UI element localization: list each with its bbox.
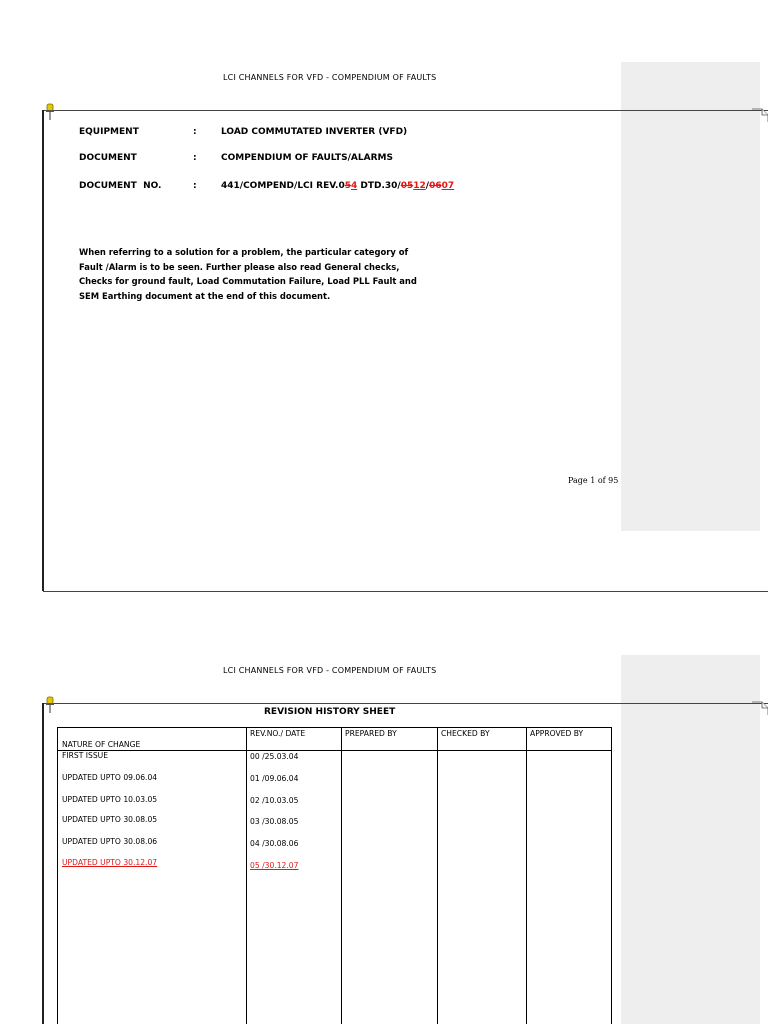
table-col-border <box>341 727 342 1024</box>
doc-no-year-old: 06 <box>429 181 442 191</box>
table-col-border <box>246 727 247 1024</box>
doc-no-year-new: 07 <box>441 181 455 191</box>
table-row-rev: 00 /25.03.04 <box>250 752 299 761</box>
col-header-prepared: PREPARED BY <box>345 729 397 738</box>
equipment-label: EQUIPMENT <box>79 127 139 137</box>
table-row-nature: FIRST ISSUE <box>62 751 108 760</box>
table-row-nature: UPDATED UPTO 30.08.06 <box>62 837 158 846</box>
table-row-rev: 03 /30.08.05 <box>250 817 299 826</box>
frame-left-edge <box>42 110 44 591</box>
table-row-nature: UPDATED UPTO 30.08.05 <box>62 815 158 824</box>
document-colon: : <box>193 153 197 163</box>
document-value: COMPENDIUM OF FAULTS/ALARMS <box>221 153 393 163</box>
page-fold-icon <box>752 701 768 715</box>
pushpin-icon <box>45 103 55 121</box>
equipment-value: LOAD COMMUTATED INVERTER (VFD) <box>221 127 408 137</box>
document-no-label: DOCUMENT NO. <box>79 181 162 191</box>
doc-no-month-strike: 5 <box>406 181 414 191</box>
doc-no-rev-old: 5 <box>344 181 351 191</box>
table-row-rev: 04 /30.08.06 <box>250 839 299 848</box>
table-row-rev: 02 /10.03.05 <box>250 796 299 805</box>
running-header: LCI CHANNELS FOR VFD - COMPENDIUM OF FAULTS <box>223 73 437 82</box>
document-no-colon: : <box>193 181 197 191</box>
frame-left-edge-2 <box>42 703 44 1024</box>
document-label: DOCUMENT <box>79 153 137 163</box>
document-no-value <box>221 181 454 191</box>
table-row-rev: 01 /09.06.04 <box>250 774 299 783</box>
doc-no-month-old: 0 <box>400 181 407 191</box>
revision-history-title: REVISION HISTORY SHEET <box>264 707 396 717</box>
col-header-approved: APPROVED BY <box>530 729 584 738</box>
doc-no-rev-new: 4 <box>350 181 358 191</box>
table-col-border <box>57 727 58 1024</box>
doc-no-prefix: 441/COMPEND/LCI REV.0 <box>221 181 345 191</box>
table-col-border <box>611 727 612 1024</box>
table-col-border <box>437 727 438 1024</box>
equipment-colon: : <box>193 127 197 137</box>
note-paragraph: When referring to a solution for a problem, the particular category of Fault /Alarm is to be seen. Further please also read General checks, Checks for ground fault, Load Commutation Failure, Load PLL Fault and SEM Earthing document at the end of this document. <box>79 247 417 301</box>
page-number: Page 1 of 95 <box>568 476 619 485</box>
doc-no-month-new: 12 <box>413 181 426 191</box>
table-top-border <box>57 727 612 728</box>
pushpin-icon <box>45 696 55 714</box>
col-header-checked: CHECKED BY <box>441 729 490 738</box>
doc-no-slash: / <box>425 181 430 191</box>
table-row-nature: UPDATED UPTO 09.06.04 <box>62 773 158 782</box>
col-header-rev: REV.NO./ DATE <box>250 729 306 738</box>
col-header-nature: NATURE OF CHANGE <box>62 740 141 749</box>
page-frame-2 <box>43 703 768 704</box>
running-header-2: LCI CHANNELS FOR VFD - COMPENDIUM OF FAULTS <box>223 666 437 675</box>
table-col-border <box>526 727 527 1024</box>
doc-no-mid: DTD.30/ <box>357 181 401 191</box>
table-row-rev: 05 /30.12.07 <box>250 861 299 870</box>
side-panel-2 <box>621 655 760 1024</box>
table-row-nature: UPDATED UPTO 10.03.05 <box>62 795 158 804</box>
page-fold-icon <box>752 108 768 122</box>
table-row-nature: UPDATED UPTO 30.12.07 <box>62 858 158 867</box>
table-header-border <box>57 750 612 751</box>
